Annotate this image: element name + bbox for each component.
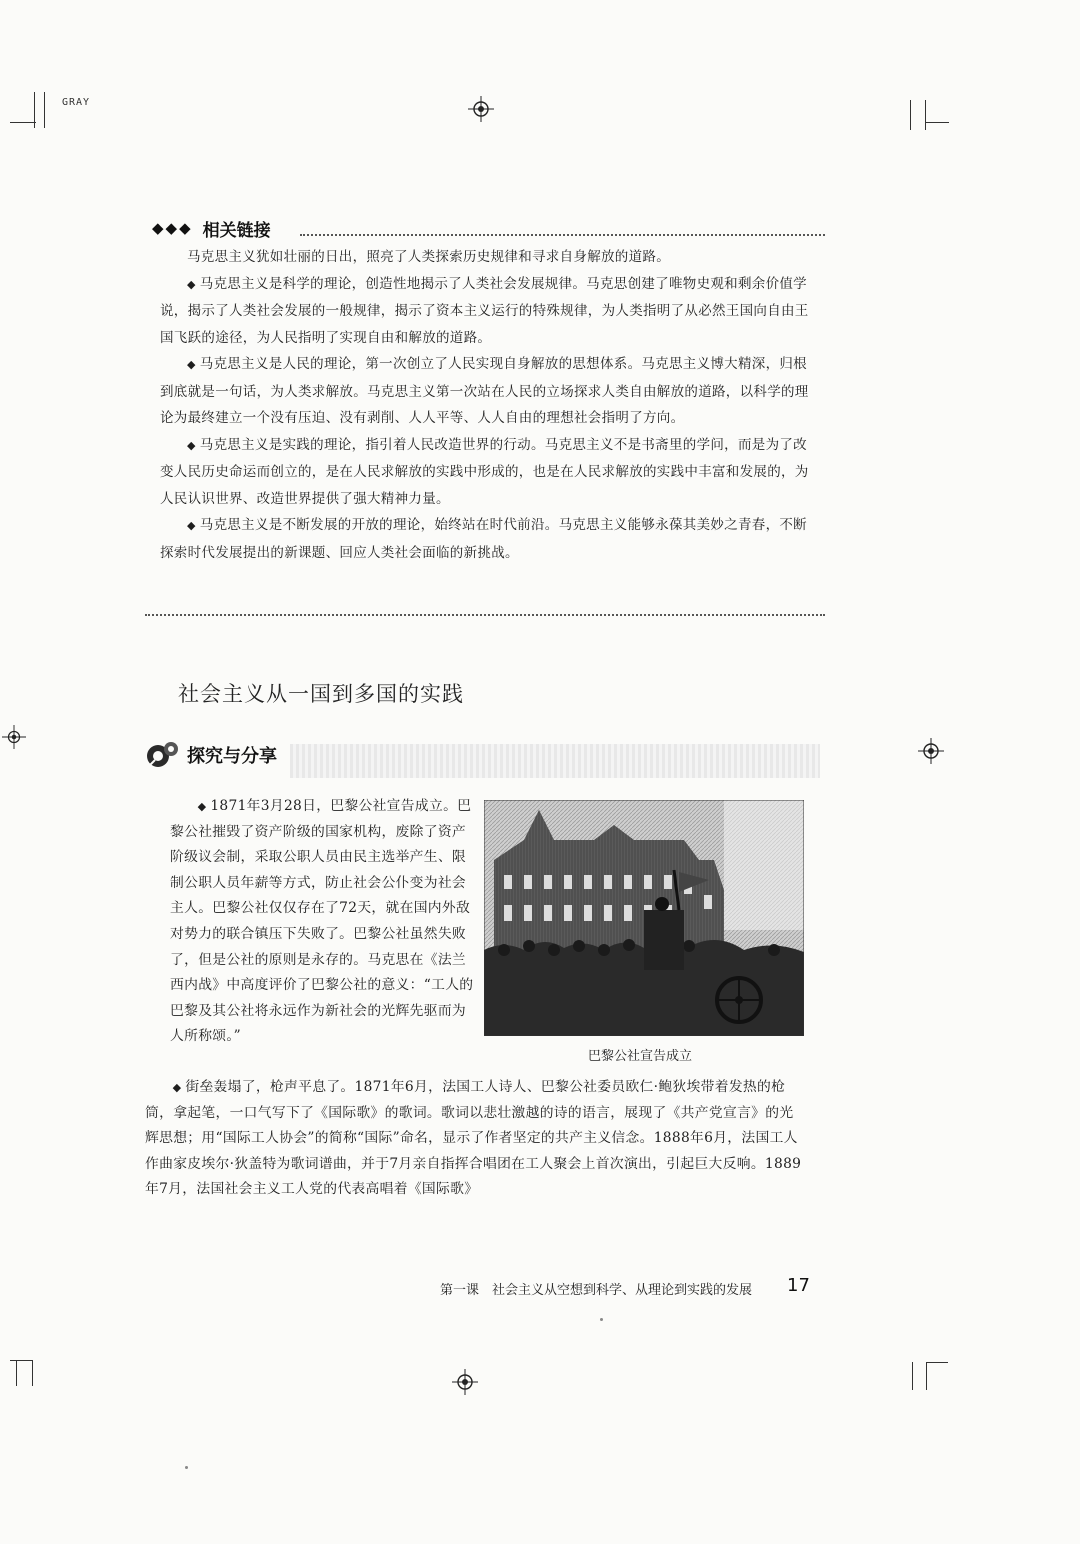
related-link-body	[160, 244, 820, 566]
scan-speck	[600, 1318, 603, 1321]
related-link-title: 相关链接	[202, 220, 271, 241]
registration-mark-icon	[468, 96, 494, 122]
crop-mark	[912, 1362, 913, 1390]
registration-mark-icon	[2, 725, 26, 749]
plate-label: GRAY	[62, 97, 91, 108]
explore-paragraph-2: ◆ 街垒轰塌了，枪声平息了。1871年6月，法国工人诗人、巴黎公社委员欧仁·鲍狄埃带着发热的枪筒，拿起笔，一口气写下了《国际歌》的歌词。歌词以悲壮激越的诗的语言，展现了《共产党宣言》的光辉思想；用“国际工人协会”的简称“国际”命名，显示了作者坚定的共产主义信念。1888年6月，法国工人作曲家皮埃尔·狄盖特为歌词谱曲，并于7月亲自指挥合唱团在工人聚会上首次演出，引起巨大反响。1889年7月，法国社会主义工人党的代表高唱着《国际歌》	[145, 1079, 802, 1198]
page-number: 17	[787, 1275, 810, 1296]
photo-caption: 巴黎公社宣告成立	[588, 1049, 693, 1064]
explore-header	[145, 740, 277, 770]
dotted-rule-top	[300, 234, 825, 236]
crop-mark	[10, 1360, 32, 1361]
diamond-bullet-icon: ◆	[187, 519, 196, 532]
diamond-bullet-icon: ◆	[187, 438, 196, 452]
related-link-header	[152, 216, 271, 240]
crop-mark	[925, 100, 926, 130]
scan-speck	[185, 1466, 188, 1469]
explore-icon	[145, 740, 181, 770]
registration-mark-icon	[918, 738, 944, 764]
dotted-rule-bottom	[145, 614, 825, 616]
crop-mark	[10, 122, 36, 123]
diamond-bullet-icon: ◆	[197, 800, 207, 813]
crop-mark	[926, 1362, 927, 1390]
running-footer: 第一课 社会主义从空想到科学、从理论到实践的发展	[440, 1283, 753, 1298]
related-point: ◆ 马克思主义是不断发展的开放的理论，始终站在时代前沿。马克思主义能够永葆其美妙之青春，不断探索时代发展提出的新课题、回应人类社会面临的新挑战。	[160, 517, 807, 561]
crop-mark	[910, 100, 911, 130]
explore-title: 探究与分享	[187, 746, 277, 767]
related-intro: 马克思主义犹如壮丽的日出，照亮了人类探索历史规律和寻求自身解放的道路。	[187, 249, 670, 265]
explore-banner-band	[290, 744, 820, 778]
diamond-bullet-icon: ◆	[187, 277, 196, 291]
explore-paragraph-1: ◆ 1871年3月28日，巴黎公社宣告成立。巴黎公社摧毁了资产阶级的国家机构，废除了资产阶级议会制，采取公职人员由民主选举产生、限制公职人员年薪等方式，防止社会公仆变为社会主人。巴黎公社仅仅存在了72天，就在国内外敌对势力的联合镇压下失败了。巴黎公社虽然失败了，但是公社的原则是永存的。马克思在《法兰西内战》中高度评价了巴黎公社的意义：“工人的巴黎及其公社将永远作为新社会的光辉先驱而为人所称颂。”	[170, 798, 474, 1045]
section-title: 社会主义从一国到多国的实践	[178, 682, 464, 706]
crop-mark	[16, 1360, 17, 1386]
diamond-bullet-icon: ◆	[172, 1081, 182, 1094]
related-point: ◆ 马克思主义是人民的理论，第一次创立了人民实现自身解放的思想体系。马克思主义博大精深，归根到底就是一句话，为人类求解放。马克思主义第一次站在人民的立场探求人类自由解放的道路，以科学的理论为最终建立一个没有压迫、没有剥削、人人平等、人人自由的理想社会指明了方向。	[160, 356, 809, 426]
diamond-bullets-icon: ◆◆◆	[152, 219, 193, 237]
diamond-bullet-icon: ◆	[187, 358, 196, 371]
related-point: ◆ 马克思主义是科学的理论，创造性地揭示了人类社会发展规律。马克思创建了唯物史观和剩余价值学说，揭示了人类社会发展的一般规律，揭示了资本主义运行的特殊规律，为人类指明了从必然王国向自由王国飞跃的途径，为人民指明了实现自由和解放的道路。	[160, 275, 809, 346]
crop-mark	[32, 1360, 33, 1386]
crop-mark	[925, 122, 949, 123]
paris-commune-photo	[484, 800, 804, 1036]
crop-mark	[926, 1362, 948, 1363]
related-point: ◆ 马克思主义是实践的理论，指引着人民改造世界的行动。马克思主义不是书斋里的学问，而是为了改变人民历史命运而创立的，是在人民求解放的实践中形成的，也是在人民求解放的实践中丰富和发展的，为人民认识世界、改造世界提供了强大精神力量。	[160, 436, 809, 507]
registration-mark-icon	[452, 1369, 478, 1395]
crop-mark	[44, 92, 45, 128]
